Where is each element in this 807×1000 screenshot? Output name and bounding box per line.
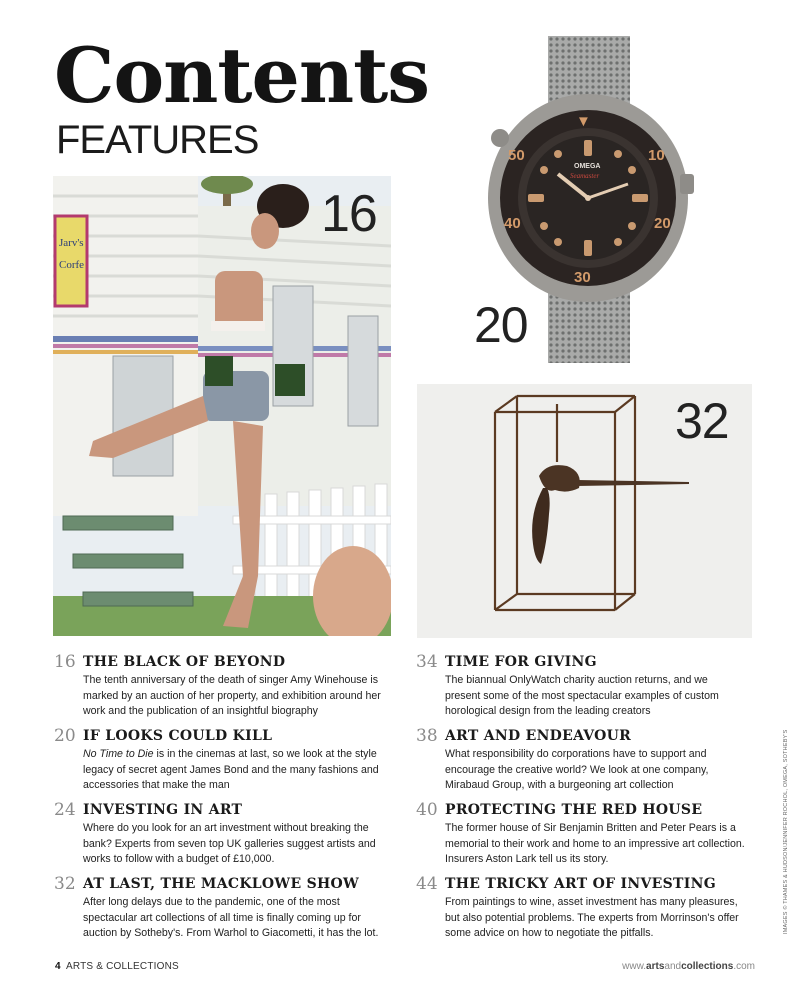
article-title: IF LOOKS COULD KILL xyxy=(83,728,273,744)
article-summary: The tenth anniversary of the death of singer Amy Winehouse is marked by an auction of her property, and exhibition around her work and the publication of an insightful biography xyxy=(83,674,381,718)
image-page-number: 20 xyxy=(474,297,528,353)
svg-text:20: 20 xyxy=(654,215,671,232)
photo-amy-winehouse[interactable] xyxy=(53,176,391,636)
page-folio: 4 xyxy=(55,961,61,972)
article-summary: Where do you look for an art investment without breaking the bank? Experts from seven top UK galleries suggest artists and works to follow with a budget of £10,000. xyxy=(83,822,376,866)
article-page-number: 34 xyxy=(416,652,438,672)
trailer-sign-text: Jarv's xyxy=(59,237,84,249)
article-summary: The former house of Sir Benjamin Britten and Peter Pears is a memorial to their work and home to an impressive art collection. Insurers Aston Lark tell us its story. xyxy=(445,822,745,866)
article-title: PROTECTING THE RED HOUSE xyxy=(445,802,703,818)
article-summary-text: is in the cinemas at last, so we look at the style legacy of secret agent James Bond and the many fashions and accessories that make the man xyxy=(83,748,379,792)
svg-text:▼: ▼ xyxy=(576,113,591,130)
photo-omega-watch[interactable] xyxy=(470,36,700,366)
article-title: INVESTING IN ART xyxy=(83,802,243,818)
page-title: Contents xyxy=(54,31,430,120)
article-entry[interactable] xyxy=(54,726,379,792)
film-title: No Time to Die xyxy=(83,748,154,760)
article-title: ART AND ENDEAVOUR xyxy=(445,728,632,744)
article-entry[interactable] xyxy=(416,652,736,718)
watch-brand-text: OMEGA xyxy=(574,163,601,170)
article-page-number: 24 xyxy=(54,800,76,820)
article-title: THE TRICKY ART OF INVESTING xyxy=(445,876,716,892)
article-entry[interactable] xyxy=(54,652,381,718)
svg-text:40: 40 xyxy=(504,215,521,232)
image-credit: IMAGES © THAMES & HUDSON/JENNIFER ROCHOL, OMEGA, SOTHEBY'S xyxy=(783,729,789,934)
article-page-number: 38 xyxy=(416,726,438,746)
svg-text:50: 50 xyxy=(508,147,525,164)
article-summary: After long delays due to the pandemic, one of the most spectacular art collections of all time is finally coming up for auction by Sotheby's. From Warhol to Giacometti, it has the lot. xyxy=(83,896,379,940)
article-summary: What responsibility do corporations have to support and encourage the creative world? We look at one company, Mirabaud Group, with a burgeoning art collection xyxy=(445,748,709,792)
article-page-number: 16 xyxy=(54,652,76,672)
article-summary: From paintings to wine, asset investment has many pleasures, but also potential problems. The experts from Morrinson's offer some advice on how to negotiate the pitfalls. xyxy=(445,896,739,940)
article-title: THE BLACK OF BEYOND xyxy=(83,654,286,670)
article-entry[interactable] xyxy=(54,800,376,866)
article-summary xyxy=(83,747,383,794)
amy-winehouse-illustration xyxy=(53,176,391,636)
photo-giacometti-nose[interactable] xyxy=(417,384,752,638)
article-summary: The biannual OnlyWatch charity auction returns, and we present some of the most spectacular examples of custom horological design from the leading creators xyxy=(445,674,719,718)
magazine-name: ARTS & COLLECTIONS xyxy=(66,961,179,972)
article-entry[interactable] xyxy=(416,800,745,866)
article-page-number: 40 xyxy=(416,800,438,820)
image-page-number: 16 xyxy=(321,185,377,243)
article-page-number: 32 xyxy=(54,874,76,894)
svg-text:Corfe: Corfe xyxy=(59,259,85,271)
article-page-number: 20 xyxy=(54,726,76,746)
image-page-number: 32 xyxy=(675,393,729,449)
article-entry[interactable] xyxy=(54,874,379,940)
svg-text:Seamaster: Seamaster xyxy=(570,172,600,180)
article-title: AT LAST, THE MACKLOWE SHOW xyxy=(83,876,360,892)
svg-text:10: 10 xyxy=(648,147,665,164)
article-page-number: 44 xyxy=(416,874,438,894)
article-entry[interactable] xyxy=(416,874,739,940)
section-subtitle: FEATURES xyxy=(56,118,259,162)
website-link[interactable]: www.artsandcollections.com xyxy=(622,961,755,972)
svg-text:30: 30 xyxy=(574,269,591,286)
article-entry[interactable] xyxy=(416,726,736,792)
article-title: TIME FOR GIVING xyxy=(445,654,597,670)
